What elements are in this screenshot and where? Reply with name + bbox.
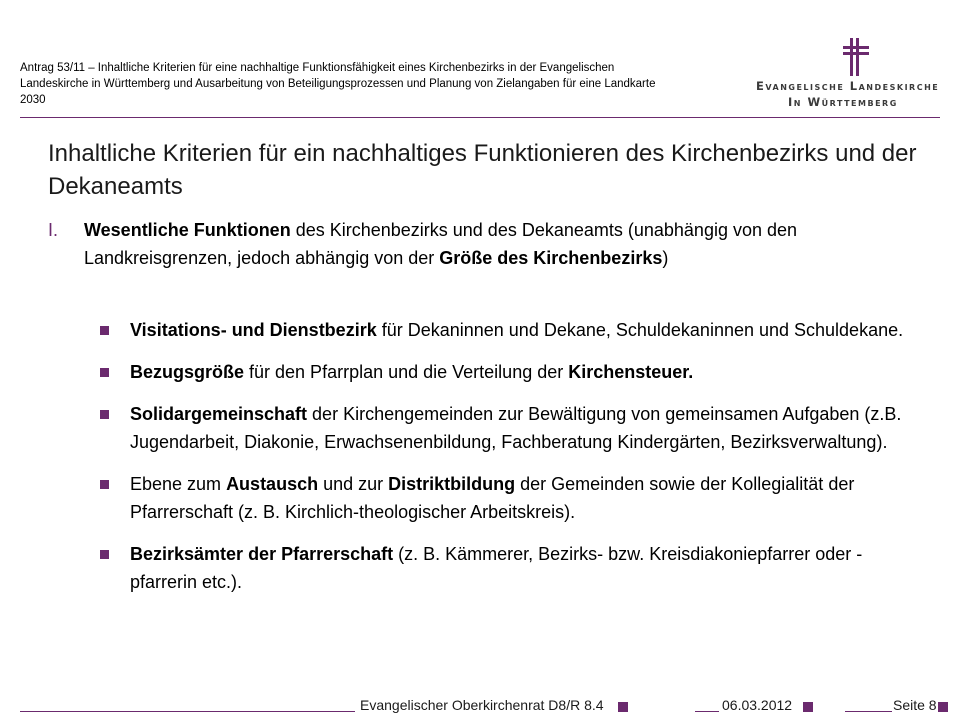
footer-square-icon — [803, 702, 813, 712]
bullet-bold: Solidargemeinschaft — [130, 404, 308, 424]
footer-divider-right — [845, 711, 892, 712]
list-item — [96, 400, 916, 456]
list-item — [96, 316, 916, 344]
slide-title: Inhaltliche Kriterien für ein nachhaltiges Funktionieren des Kirchenbezirks und der Dekaneamts — [48, 140, 917, 200]
footer-square-icon — [938, 702, 948, 712]
bullet-text: Ebene zum — [130, 474, 227, 494]
section-bold-2: Größe des Kirchenbezirks — [439, 248, 663, 268]
section-text-1: des Kirchenbezirks und des Dekaneamts (unabhängig von den Landkreisgrenzen, jedoch abhängig von der — [84, 220, 798, 268]
bullet-square-icon — [100, 410, 109, 419]
bullet-bold: Bezirksämter der Pfarrerschaft — [130, 544, 394, 564]
footer-page: Seite 8 — [893, 697, 937, 713]
cross-icon — [843, 38, 869, 76]
section-bold-1: Wesentliche Funktionen — [84, 220, 291, 240]
bullet-text: der Kirchengemeinden zur Bewältigung von gemeinsamen Aufgaben (z.B. Jugendarbeit, Diakonie, Erwachsenenbildung, Fachberatung Kindergärten, Bezirksverwaltung). — [130, 404, 902, 452]
bullet-text: (z. B. Kämmerer, Bezirks- bzw. Kreisdiakoniepfarrer oder -pfarrerin etc.). — [130, 544, 863, 592]
bullet-text: für den Pfarrplan und die Verteilung der — [244, 362, 569, 382]
bullet-list — [96, 316, 916, 610]
bullet-square-icon — [100, 326, 109, 335]
logo-line-2: In Württemberg — [788, 95, 898, 109]
logo-line-1: Evangelische Landeskirche — [756, 79, 940, 93]
list-item — [96, 358, 916, 386]
header-divider — [20, 117, 940, 118]
bullet-bold: Visitations- und Dienstbezirk — [130, 320, 377, 340]
list-item — [96, 540, 916, 596]
section-number: I. — [48, 220, 59, 240]
list-item — [96, 470, 916, 526]
bullet-text: und zur — [318, 474, 389, 494]
document-header: Antrag 53/11 – Inhaltliche Kriterien für eine nachhaltige Funktionsfähigkeit eines Kirchenbezirks in der Evangelischen Landeskirche in Württemberg und Ausarbeitung von Beteiligungsprozessen und Planung von Zielangaben für eine Landkarte 2030 — [20, 62, 656, 106]
footer-divider-left — [20, 711, 355, 712]
section-text-2: ) — [662, 248, 669, 268]
bullet-bold: Distriktbildung — [388, 474, 516, 494]
bullet-square-icon — [100, 550, 109, 559]
bullet-text: der Gemeinden sowie der Kollegialität der Pfarrerschaft (z. B. Kirchlich-theologischer Arbeitskreis). — [130, 474, 855, 522]
bullet-bold: Bezugsgröße — [130, 362, 245, 382]
bullet-square-icon — [100, 480, 109, 489]
bullet-bold: Kirchensteuer. — [568, 362, 694, 382]
bullet-text: für Dekaninnen und Dekane, Schuldekaninnen und Schuldekane. — [376, 320, 904, 340]
bullet-bold: Austausch — [226, 474, 319, 494]
church-logo — [750, 38, 950, 110]
bullet-square-icon — [100, 368, 109, 377]
footer-divider-middle — [695, 711, 719, 712]
footer-org: Evangelischer Oberkirchenrat D8/R 8.4 — [360, 697, 604, 713]
footer-square-icon — [618, 702, 628, 712]
section-text — [84, 216, 918, 272]
section-intro — [48, 216, 918, 272]
footer-date: 06.03.2012 — [722, 697, 793, 713]
